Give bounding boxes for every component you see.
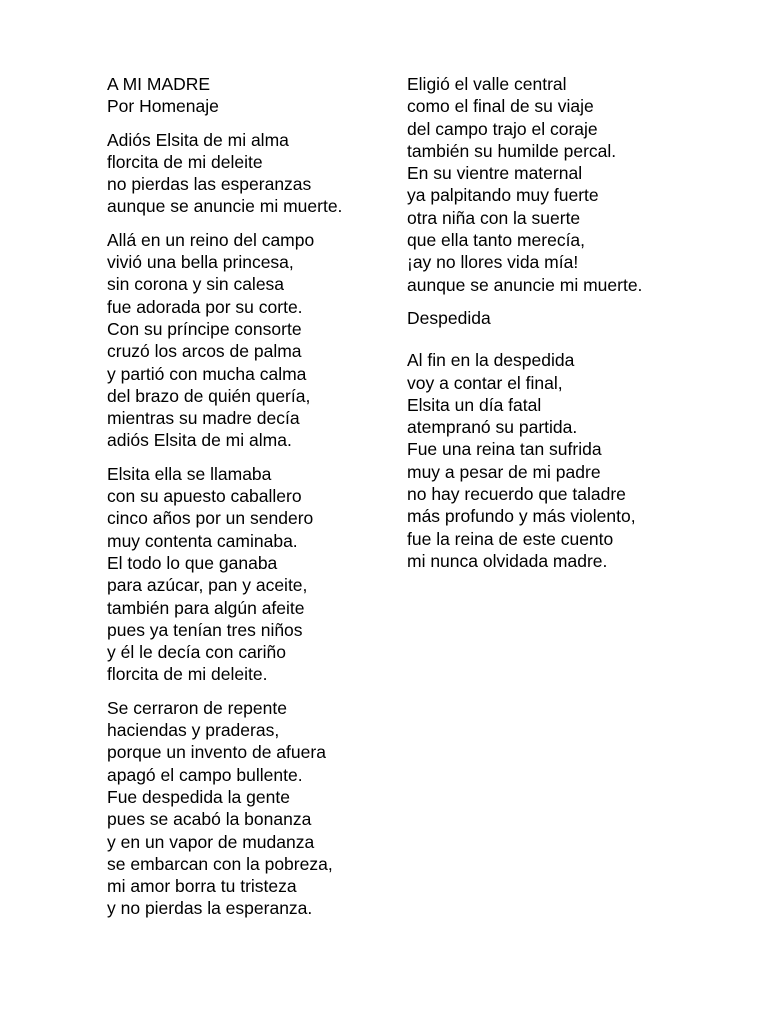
poem-line: y en un vapor de mudanza [107,831,315,852]
poem-line: cruzó los arcos de palma [107,341,302,362]
poem-line: vivió una bella princesa, [107,252,294,273]
poem-line: también su humilde percal. [407,140,617,161]
poem-line: ya palpitando muy fuerte [407,185,599,206]
poem-line: Adiós Elsita de mi alma [107,129,289,150]
stanza [407,73,707,296]
poem-line: del campo trajo el coraje [407,118,598,139]
poem-line: muy contenta caminaba. [107,530,298,551]
stanza [107,697,407,920]
poem-line: Al fin en la despedida [407,350,575,371]
poem-line: muy a pesar de mi padre [407,461,601,482]
poem-line: fue adorada por su corte. [107,296,303,317]
poem-line: haciendas y praderas, [107,720,280,741]
poem-line: Allá en un reino del campo [107,229,315,250]
poem-line: atempranó su partida. [407,417,578,438]
poem-line: pues ya tenían tres niños [107,619,303,640]
poem-line: y partió con mucha calma [107,363,307,384]
poem-line: se embarcan con la pobreza, [107,853,333,874]
poem-line: adiós Elsita de mi alma. [107,430,292,451]
poem-line: más profundo y más violento, [407,506,636,527]
poem-line: otra niña con la suerte [407,207,581,228]
poem-line: porque un invento de afuera [107,742,326,763]
right-column [407,73,707,583]
poem-line: no pierdas las esperanzas [107,174,312,195]
poem-line: mi nunca olvidada madre. [407,550,608,571]
poem-title-block [107,73,407,118]
poem-line: Se cerraron de repente [107,697,287,718]
poem-line: no hay recuerdo que taladre [407,484,626,505]
poem-line: A MI MADRE [107,74,211,94]
poem-line: y él le decía con cariño [107,642,286,663]
poem-line: cinco años por un sendero [107,508,314,529]
poem-line: mi amor borra tu tristeza [107,876,297,897]
left-column [107,73,407,931]
poem-line: aunque se anuncie mi muerte. [107,196,343,217]
poem-line: del brazo de quién quería, [107,385,311,406]
poem-line: voy a contar el final, [407,372,563,393]
stanza [407,349,707,572]
poem-line: Fue una reina tan sufrida [407,439,602,460]
poem-line: que ella tanto merecía, [407,230,586,251]
poem-line: florcita de mi deleite [107,151,263,172]
poem-line: En su vientre maternal [407,163,583,184]
section-heading [407,307,707,329]
poem-line: ¡ay no llores vida mía! [407,252,579,273]
poem-line: Eligió el valle central [407,74,567,94]
poem-line: Elsita ella se llamaba [107,463,272,484]
stanza [107,229,407,452]
stanza [107,129,407,218]
poem-line: con su apuesto caballero [107,486,302,507]
poem-line: como el final de su viaje [407,96,594,117]
poem-line: Con su príncipe consorte [107,318,302,339]
poem-line: El todo lo que ganaba [107,552,278,573]
poem-line: Elsita un día fatal [407,394,542,415]
stanza [107,463,407,686]
poem-line: Fue despedida la gente [107,786,290,807]
poem-line: fue la reina de este cuento [407,528,614,549]
poem-line: sin corona y sin calesa [107,274,285,295]
poem-line: pues se acabó la bonanza [107,809,312,830]
poem-line: para azúcar, pan y aceite, [107,575,308,596]
poem-line: aunque se anuncie mi muerte. [407,274,643,295]
poem-line: mientras su madre decía [107,408,300,429]
poem-line: Por Homenaje [107,96,219,117]
poem-line: florcita de mi deleite. [107,664,268,685]
poem-line: y no pierdas la esperanza. [107,898,313,919]
poem-line: también para algún afeite [107,597,305,618]
poem-line: apagó el campo bullente. [107,764,303,785]
poem-line: Despedida [407,307,491,328]
